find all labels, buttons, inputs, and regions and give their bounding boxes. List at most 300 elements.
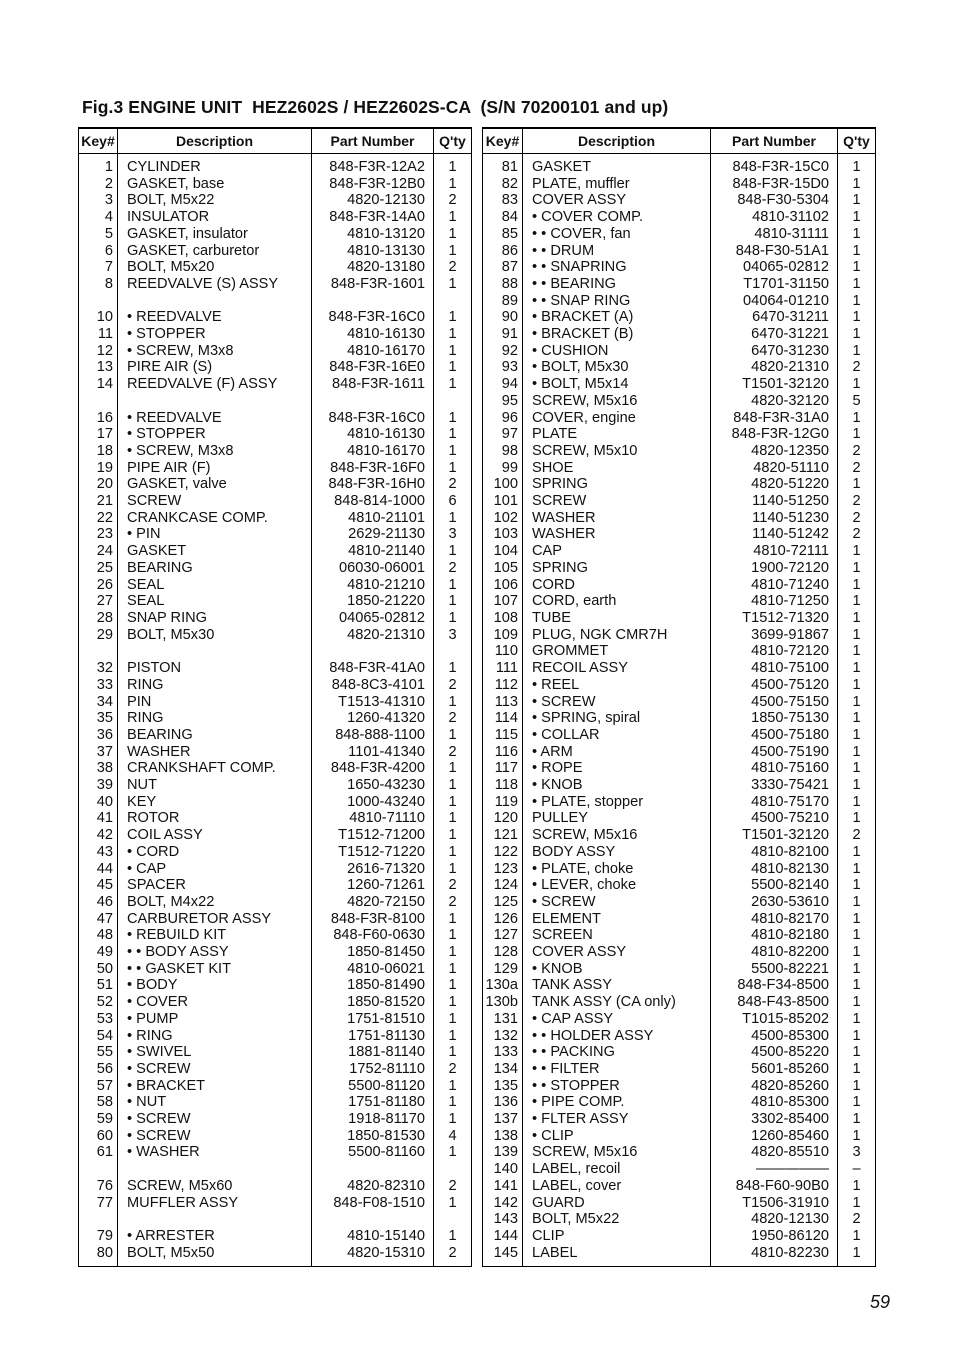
table-row (483, 677, 876, 694)
key-cell: 130a (483, 977, 523, 994)
description-cell: BOLT, M5x22 (523, 1211, 711, 1228)
part-number-cell: 4810-21210 (312, 577, 434, 594)
key-cell: 33 (79, 677, 118, 694)
part-number-cell: 3330-75421 (711, 777, 838, 794)
table-row (483, 510, 876, 527)
part-number-cell: 04064-01210 (711, 293, 838, 310)
description-cell: • • DRUM (523, 243, 711, 260)
qty-cell: 1 (434, 593, 472, 610)
table-row (483, 1178, 876, 1195)
part-number-cell: 4810-13120 (312, 226, 434, 243)
table-row (483, 844, 876, 861)
description-cell: • COVER COMP. (523, 209, 711, 226)
description-cell: BOLT, M5x20 (118, 259, 312, 276)
part-number-cell: 2616-71320 (312, 861, 434, 878)
figure-title: Fig.3 ENGINE UNIT HEZ2602S / HEZ2602S-CA (S/N 70200101 and up) (82, 97, 669, 117)
key-cell: 98 (483, 443, 523, 460)
part-number-cell: 4810-75100 (711, 660, 838, 677)
qty-cell: 1 (838, 1178, 876, 1195)
key-cell: 81 (483, 154, 523, 176)
qty-cell: 1 (434, 326, 472, 343)
key-cell: 43 (79, 844, 118, 861)
part-number-cell: 848-F3R-15D0 (711, 176, 838, 193)
table-row (483, 543, 876, 560)
qty-cell: 1 (838, 1228, 876, 1245)
key-cell: 52 (79, 994, 118, 1011)
key-cell: 25 (79, 560, 118, 577)
key-cell: 116 (483, 744, 523, 761)
description-cell: NUT (118, 777, 312, 794)
qty-cell: 1 (434, 1228, 472, 1245)
key-cell: 49 (79, 944, 118, 961)
table-row (483, 911, 876, 928)
key-cell: 136 (483, 1094, 523, 1111)
qty-cell: 1 (838, 1028, 876, 1045)
description-cell: BODY ASSY (523, 844, 711, 861)
key-cell: 83 (483, 192, 523, 209)
part-number-cell: 4500-85300 (711, 1028, 838, 1045)
qty-cell: 1 (838, 660, 876, 677)
key-cell: 51 (79, 977, 118, 994)
part-number-cell: 1140-51242 (711, 526, 838, 543)
description-cell: • KNOB (523, 777, 711, 794)
part-number-cell: 1000-43240 (312, 794, 434, 811)
part-number-cell: 1650-43230 (312, 777, 434, 794)
description-cell: SCREW, M5x16 (523, 393, 711, 410)
table-row (79, 977, 472, 994)
part-number-cell: 4820-51220 (711, 476, 838, 493)
part-number-cell: 848-8C3-4101 (312, 677, 434, 694)
table-row (79, 1128, 472, 1145)
parts-list-right (483, 154, 876, 1267)
key-cell: 85 (483, 226, 523, 243)
part-number-cell: 1850-81520 (312, 994, 434, 1011)
description-cell: WASHER (523, 510, 711, 527)
part-number-cell: ————— (711, 1161, 838, 1178)
qty-cell: 1 (838, 243, 876, 260)
description-cell: • • FILTER (523, 1061, 711, 1078)
table-row (79, 293, 472, 310)
part-number-cell: 4810-13130 (312, 243, 434, 260)
table-row (79, 543, 472, 560)
description-cell: CORD (523, 577, 711, 594)
table-row (79, 1044, 472, 1061)
table-row (483, 710, 876, 727)
table-row (483, 1061, 876, 1078)
description-cell: • SPRING, spiral (523, 710, 711, 727)
part-number-cell: 6470-31211 (711, 309, 838, 326)
key-cell: 24 (79, 543, 118, 560)
description-cell: PULLEY (523, 810, 711, 827)
table-row (483, 1111, 876, 1128)
key-cell: 80 (79, 1245, 118, 1267)
header-qty: Q'ty (434, 128, 472, 154)
part-number-cell: T1513-41310 (312, 694, 434, 711)
qty-cell: 1 (838, 810, 876, 827)
key-cell: 23 (79, 526, 118, 543)
table-row (79, 510, 472, 527)
description-cell: SCREW, M5x10 (523, 443, 711, 460)
qty-cell: 1 (838, 643, 876, 660)
key-cell: 76 (79, 1178, 118, 1195)
key-cell: 89 (483, 293, 523, 310)
description-cell: GROMMET (523, 643, 711, 660)
description-cell: CORD, earth (523, 593, 711, 610)
qty-cell: 1 (434, 861, 472, 878)
description-cell: PISTON (118, 660, 312, 677)
key-cell: 32 (79, 660, 118, 677)
description-cell: • • SNAP RING (523, 293, 711, 310)
qty-cell: 1 (838, 694, 876, 711)
description-cell: COVER, engine (523, 410, 711, 427)
description-cell: BEARING (118, 727, 312, 744)
description-cell: ELEMENT (523, 911, 711, 928)
key-cell: 26 (79, 577, 118, 594)
qty-cell: 1 (434, 827, 472, 844)
table-row (483, 1094, 876, 1111)
part-number-cell: 848-F3R-15C0 (711, 154, 838, 176)
table-row (79, 1161, 472, 1178)
description-cell: SNAP RING (118, 610, 312, 627)
description-cell: • COLLAR (523, 727, 711, 744)
description-cell: • ARRESTER (118, 1228, 312, 1245)
part-number-cell: 1850-21220 (312, 593, 434, 610)
qty-cell: 1 (838, 1111, 876, 1128)
part-number-cell: 4810-71110 (312, 810, 434, 827)
table-row (483, 410, 876, 427)
table-row (483, 192, 876, 209)
key-cell: 126 (483, 911, 523, 928)
qty-cell: 1 (838, 1128, 876, 1145)
key-cell: 55 (79, 1044, 118, 1061)
qty-cell: 2 (434, 476, 472, 493)
key-cell: 121 (483, 827, 523, 844)
part-number-cell: 1850-81530 (312, 1128, 434, 1145)
part-number-cell: 4820-15310 (312, 1245, 434, 1267)
qty-cell: 1 (434, 443, 472, 460)
description-cell: RING (118, 677, 312, 694)
part-number-cell: 1850-75130 (711, 710, 838, 727)
key-cell: 90 (483, 309, 523, 326)
part-number-cell: 848-F3R-31A0 (711, 410, 838, 427)
key-cell: 129 (483, 961, 523, 978)
description-cell: SHOE (523, 460, 711, 477)
qty-cell: – (838, 1161, 876, 1178)
key-cell: 112 (483, 677, 523, 694)
qty-cell: 1 (434, 243, 472, 260)
key-cell: 22 (79, 510, 118, 527)
qty-cell: 2 (434, 560, 472, 577)
parts-table-right (482, 127, 876, 1267)
key-cell: 109 (483, 627, 523, 644)
description-cell: SPRING (523, 476, 711, 493)
qty-cell: 1 (838, 727, 876, 744)
part-number-cell: 1140-51230 (711, 510, 838, 527)
description-cell: CRANKSHAFT COMP. (118, 760, 312, 777)
part-number-cell: 4820-72150 (312, 894, 434, 911)
qty-cell: 2 (434, 259, 472, 276)
qty-cell: 2 (838, 443, 876, 460)
key-cell: 6 (79, 243, 118, 260)
key-cell: 131 (483, 1011, 523, 1028)
qty-cell: 1 (838, 710, 876, 727)
table-row (483, 243, 876, 260)
key-cell: 102 (483, 510, 523, 527)
key-cell: 61 (79, 1144, 118, 1161)
qty-cell: 2 (434, 744, 472, 761)
part-number-cell: T1015-85202 (711, 1011, 838, 1028)
part-number-cell: 4810-71240 (711, 577, 838, 594)
parts-table-left (78, 127, 472, 1267)
table-row (79, 694, 472, 711)
qty-cell: 1 (434, 810, 472, 827)
table-row (79, 192, 472, 209)
part-number-cell: 848-F3R-14A0 (312, 209, 434, 226)
key-cell: 87 (483, 259, 523, 276)
description-cell: • • PACKING (523, 1044, 711, 1061)
table-row (79, 476, 472, 493)
qty-cell: 1 (838, 376, 876, 393)
table-row (79, 526, 472, 543)
description-cell: • NUT (118, 1094, 312, 1111)
key-cell: 82 (483, 176, 523, 193)
part-number-cell: 4810-31102 (711, 209, 838, 226)
qty-cell: 1 (838, 192, 876, 209)
qty-cell: 1 (838, 259, 876, 276)
key-cell: 130b (483, 994, 523, 1011)
qty-cell: 2 (838, 827, 876, 844)
key-cell: 35 (79, 710, 118, 727)
table-row (79, 961, 472, 978)
table-header-row (483, 128, 876, 154)
part-number-cell: 4500-75190 (711, 744, 838, 761)
qty-cell: 1 (434, 510, 472, 527)
table-row (483, 861, 876, 878)
key-cell: 16 (79, 410, 118, 427)
part-number-cell: 848-F3R-16F0 (312, 460, 434, 477)
table-row (79, 376, 472, 393)
key-cell: 132 (483, 1028, 523, 1045)
description-cell: • PLATE, choke (523, 861, 711, 878)
description-cell: • SCREW (523, 894, 711, 911)
table-row (483, 1044, 876, 1061)
description-cell (118, 1161, 312, 1178)
qty-cell: 1 (838, 1245, 876, 1267)
table-row (483, 977, 876, 994)
table-row (79, 744, 472, 761)
qty-cell: 2 (838, 510, 876, 527)
table-row (483, 894, 876, 911)
qty-cell: 3 (838, 1144, 876, 1161)
table-row (79, 176, 472, 193)
qty-cell: 1 (434, 276, 472, 293)
description-cell: GASKET, carburetor (118, 243, 312, 260)
part-number-cell: 4810-85300 (711, 1094, 838, 1111)
key-cell: 39 (79, 777, 118, 794)
part-number-cell: 1751-81130 (312, 1028, 434, 1045)
header-key: Key# (483, 128, 523, 154)
qty-cell: 3 (434, 627, 472, 644)
description-cell: CYLINDER (118, 154, 312, 176)
table-row (483, 760, 876, 777)
qty-cell: 1 (838, 877, 876, 894)
key-cell: 93 (483, 359, 523, 376)
part-number-cell: 1752-81110 (312, 1061, 434, 1078)
part-number-cell: 848-F60-0630 (312, 927, 434, 944)
key-cell: 106 (483, 577, 523, 594)
qty-cell: 1 (838, 293, 876, 310)
part-number-cell: 4810-06021 (312, 961, 434, 978)
key-cell: 86 (483, 243, 523, 260)
qty-cell: 1 (838, 944, 876, 961)
key-cell: 127 (483, 927, 523, 944)
description-cell: GASKET, base (118, 176, 312, 193)
qty-cell: 1 (838, 777, 876, 794)
key-cell: 14 (79, 376, 118, 393)
table-row (483, 1144, 876, 1161)
part-number-cell: T1501-32120 (711, 376, 838, 393)
qty-cell: 1 (838, 994, 876, 1011)
page-number: 59 (870, 1292, 891, 1312)
table-row (483, 727, 876, 744)
qty-cell: 1 (434, 977, 472, 994)
table-row (79, 627, 472, 644)
description-cell: LABEL, cover (523, 1178, 711, 1195)
table-row (79, 276, 472, 293)
part-number-cell: 848-F3R-12G0 (711, 426, 838, 443)
table-row (79, 493, 472, 510)
part-number-cell: 4810-21101 (312, 510, 434, 527)
qty-cell: 1 (434, 410, 472, 427)
part-number-cell: 848-F3R-1601 (312, 276, 434, 293)
table-row (483, 1028, 876, 1045)
description-cell: • • STOPPER (523, 1078, 711, 1095)
key-cell: 42 (79, 827, 118, 844)
table-row (79, 1061, 472, 1078)
part-number-cell: 848-888-1100 (312, 727, 434, 744)
key-cell: 137 (483, 1111, 523, 1128)
part-number-cell: 4810-71250 (711, 593, 838, 610)
part-number-cell: 1260-85460 (711, 1128, 838, 1145)
key-cell: 2 (79, 176, 118, 193)
key-cell: 91 (483, 326, 523, 343)
table-row (483, 209, 876, 226)
table-row (79, 810, 472, 827)
part-number-cell (312, 1161, 434, 1178)
part-number-cell: 4500-75150 (711, 694, 838, 711)
table-row (483, 577, 876, 594)
description-cell: WASHER (118, 744, 312, 761)
description-cell: • STOPPER (118, 426, 312, 443)
description-cell: GASKET, valve (118, 476, 312, 493)
description-cell: GASKET, insulator (118, 226, 312, 243)
qty-cell: 1 (434, 359, 472, 376)
qty-cell: 2 (434, 1245, 472, 1267)
part-number-cell: 848-F3R-1611 (312, 376, 434, 393)
description-cell: CRANKCASE COMP. (118, 510, 312, 527)
key-cell: 36 (79, 727, 118, 744)
description-cell: TANK ASSY (CA only) (523, 994, 711, 1011)
table-row (483, 426, 876, 443)
table-row (79, 343, 472, 360)
qty-cell: 1 (434, 927, 472, 944)
part-number-cell: 4500-75120 (711, 677, 838, 694)
table-row (79, 443, 472, 460)
key-cell: 60 (79, 1128, 118, 1145)
key-cell: 13 (79, 359, 118, 376)
key-cell: 37 (79, 744, 118, 761)
qty-cell: 1 (838, 1078, 876, 1095)
description-cell: • ROPE (523, 760, 711, 777)
qty-cell: 1 (838, 577, 876, 594)
description-cell: • RING (118, 1028, 312, 1045)
description-cell: • PIN (118, 526, 312, 543)
description-cell: REEDVALVE (S) ASSY (118, 276, 312, 293)
key-cell: 143 (483, 1211, 523, 1228)
description-cell: • REEDVALVE (118, 410, 312, 427)
key-cell: 108 (483, 610, 523, 627)
qty-cell: 1 (434, 1144, 472, 1161)
part-number-cell: 848-F3R-16C0 (312, 410, 434, 427)
qty-cell: 1 (838, 760, 876, 777)
key-cell: 97 (483, 426, 523, 443)
part-number-cell: 4810-16170 (312, 343, 434, 360)
table-row (483, 827, 876, 844)
header-part-number: Part Number (711, 128, 838, 154)
part-number-cell: 4820-51110 (711, 460, 838, 477)
key-cell (79, 293, 118, 310)
key-cell: 95 (483, 393, 523, 410)
key-cell: 19 (79, 460, 118, 477)
key-cell: 47 (79, 911, 118, 928)
table-row (79, 911, 472, 928)
qty-cell: 4 (434, 1128, 472, 1145)
qty-cell: 1 (838, 911, 876, 928)
key-cell: 84 (483, 209, 523, 226)
key-cell: 7 (79, 259, 118, 276)
qty-cell: 1 (434, 994, 472, 1011)
table-row (483, 694, 876, 711)
qty-cell: 1 (838, 844, 876, 861)
table-row (483, 1195, 876, 1212)
key-cell: 123 (483, 861, 523, 878)
description-cell: CAP (523, 543, 711, 560)
part-number-cell: 4500-75180 (711, 727, 838, 744)
table-row (79, 777, 472, 794)
qty-cell: 1 (838, 1094, 876, 1111)
key-cell: 18 (79, 443, 118, 460)
description-cell: • REBUILD KIT (118, 927, 312, 944)
description-cell: • SCREW (118, 1061, 312, 1078)
key-cell: 58 (79, 1094, 118, 1111)
description-cell: • PLATE, stopper (523, 794, 711, 811)
table-row (79, 944, 472, 961)
description-cell: SEAL (118, 577, 312, 594)
part-number-cell: 848-F3R-16H0 (312, 476, 434, 493)
qty-cell: 1 (838, 961, 876, 978)
key-cell: 46 (79, 894, 118, 911)
part-number-cell: 848-814-1000 (312, 493, 434, 510)
table-row (79, 660, 472, 677)
qty-cell: 1 (434, 844, 472, 861)
part-number-cell: 4810-75170 (711, 794, 838, 811)
part-number-cell: 6470-31230 (711, 343, 838, 360)
qty-cell: 1 (838, 154, 876, 176)
part-number-cell: 4810-75160 (711, 760, 838, 777)
key-cell: 133 (483, 1044, 523, 1061)
description-cell: LABEL, recoil (523, 1161, 711, 1178)
description-cell: • PIPE COMP. (523, 1094, 711, 1111)
